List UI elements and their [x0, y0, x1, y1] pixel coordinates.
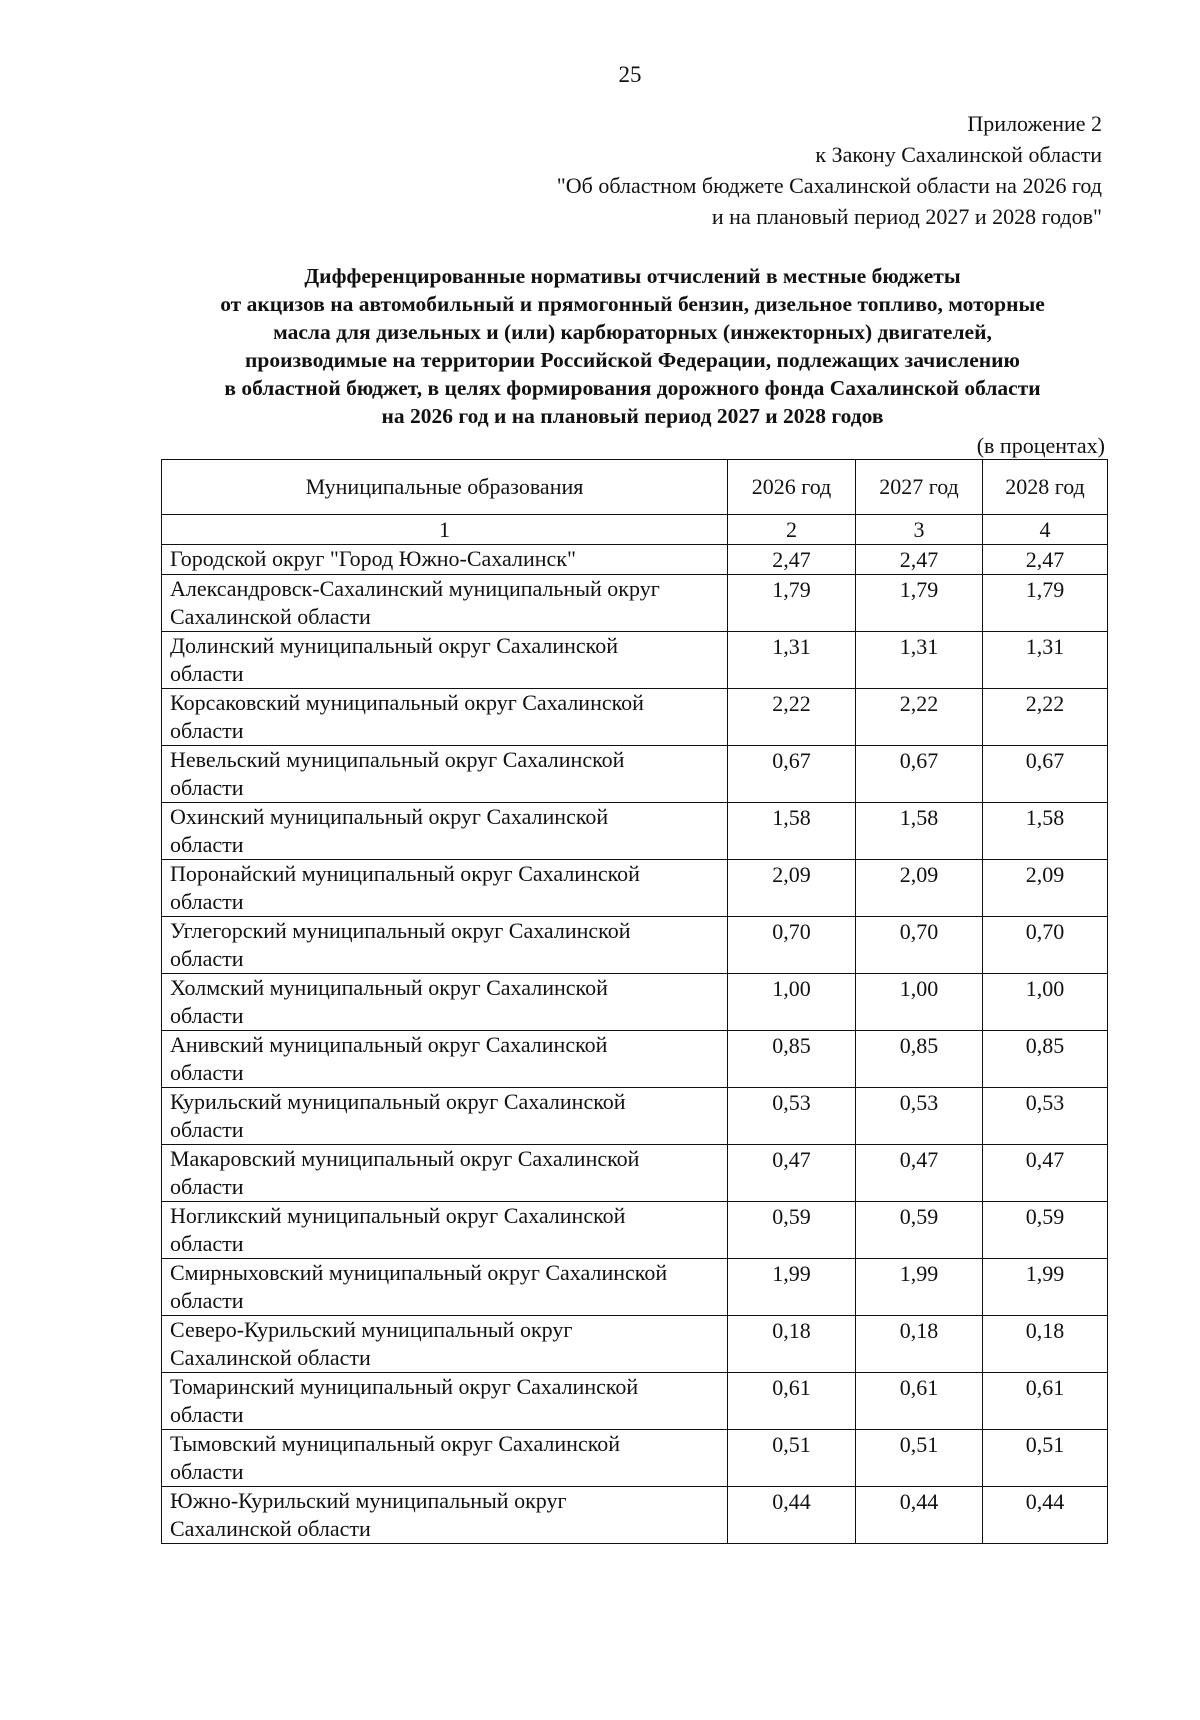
value-2027: 0,85 [856, 1031, 983, 1088]
value-2028: 1,79 [983, 575, 1108, 632]
title-line: на 2026 год и на плановый период 2027 и 2028 годов [381, 404, 884, 428]
header-municipalities: Муниципальные образования [162, 460, 728, 515]
title-line: от акцизов на автомобильный и прямогонный бензин, дизельное топливо, моторные [220, 292, 1045, 316]
municipality-name-line: Ногликский муниципальный округ Сахалинской [170, 1203, 626, 1228]
municipality-name-line: Сахалинской области [170, 1345, 371, 1370]
table-row [162, 1316, 1108, 1373]
municipality-name-cell [162, 689, 728, 746]
table-row [162, 1259, 1108, 1316]
municipality-name-cell [162, 803, 728, 860]
value-2026: 2,47 [728, 545, 856, 575]
municipality-name-cell [162, 1088, 728, 1145]
value-2026: 2,09 [728, 860, 856, 917]
municipality-name-line: Невельский муниципальный округ Сахалинской [170, 747, 625, 772]
municipality-name-cell [162, 1430, 728, 1487]
value-2026: 0,59 [728, 1202, 856, 1259]
municipality-name-cell [162, 545, 728, 575]
municipality-name-cell [162, 1202, 728, 1259]
value-2028: 0,47 [983, 1145, 1108, 1202]
title-line: Дифференцированные нормативы отчислений в местные бюджеты [304, 264, 961, 288]
municipality-name-line: Александровск-Сахалинский муниципальный округ [170, 576, 660, 601]
value-2028: 2,47 [983, 545, 1108, 575]
municipality-name-cell [162, 917, 728, 974]
value-2026: 1,58 [728, 803, 856, 860]
value-2028: 1,99 [983, 1259, 1108, 1316]
value-2027: 0,18 [856, 1316, 983, 1373]
value-2028: 0,51 [983, 1430, 1108, 1487]
municipality-name-line: области [170, 661, 244, 686]
municipality-name-cell [162, 746, 728, 803]
value-2026: 0,47 [728, 1145, 856, 1202]
municipality-name-line: области [170, 1402, 244, 1427]
appendix-line: "Об областном бюджете Сахалинской области на 2026 год [556, 173, 1102, 198]
header-2026: 2026 год [728, 460, 856, 515]
municipality-name-line: Сахалинской области [170, 1516, 371, 1541]
column-number: 2 [728, 515, 856, 545]
value-2027: 1,58 [856, 803, 983, 860]
municipality-name-cell [162, 632, 728, 689]
municipality-name-line: области [170, 1117, 244, 1142]
value-2028: 2,09 [983, 860, 1108, 917]
value-2027: 0,51 [856, 1430, 983, 1487]
value-2028: 1,00 [983, 974, 1108, 1031]
table-row [162, 860, 1108, 917]
column-number-row [162, 515, 1108, 545]
value-2027: 0,70 [856, 917, 983, 974]
municipality-name-line: области [170, 775, 244, 800]
value-2027: 2,47 [856, 545, 983, 575]
value-2026: 0,51 [728, 1430, 856, 1487]
value-2026: 0,85 [728, 1031, 856, 1088]
table-row [162, 1202, 1108, 1259]
municipality-name-line: Поронайский муниципальный округ Сахалинской [170, 861, 640, 886]
municipality-name-cell [162, 1373, 728, 1430]
value-2026: 0,67 [728, 746, 856, 803]
municipality-name-cell [162, 1316, 728, 1373]
column-number: 4 [983, 515, 1108, 545]
value-2026: 0,70 [728, 917, 856, 974]
municipality-name-line: области [170, 718, 244, 743]
municipality-name-line: Долинский муниципальный округ Сахалинской [170, 633, 618, 658]
table-row [162, 1031, 1108, 1088]
table-row [162, 1487, 1108, 1544]
appendix-line: Приложение 2 [967, 111, 1102, 136]
value-2026: 1,00 [728, 974, 856, 1031]
value-2028: 0,67 [983, 746, 1108, 803]
value-2026: 2,22 [728, 689, 856, 746]
municipality-name-line: Томаринский муниципальный округ Сахалинской [170, 1374, 639, 1399]
value-2027: 0,53 [856, 1088, 983, 1145]
value-2028: 0,85 [983, 1031, 1108, 1088]
table-row [162, 632, 1108, 689]
value-2026: 1,79 [728, 575, 856, 632]
municipality-name-line: области [170, 832, 244, 857]
unit-note: (в процентах) [976, 433, 1105, 458]
municipality-name-cell [162, 1031, 728, 1088]
municipality-name-line: Смирныховский муниципальный округ Сахалинской [170, 1260, 668, 1285]
column-number: 3 [856, 515, 983, 545]
value-2027: 0,67 [856, 746, 983, 803]
appendix-heading [557, 108, 1102, 232]
value-2028: 0,53 [983, 1088, 1108, 1145]
appendix-line: к Закону Сахалинской области [815, 142, 1102, 167]
value-2028: 2,22 [983, 689, 1108, 746]
table-row [162, 1145, 1108, 1202]
value-2026: 0,61 [728, 1373, 856, 1430]
municipality-name-line: Углегорский муниципальный округ Сахалинской [170, 918, 631, 943]
title-line: производимые на территории Российской Федерации, подлежащих зачислению [245, 348, 1020, 372]
municipality-name-line: области [170, 1288, 244, 1313]
table-row [162, 689, 1108, 746]
value-2027: 2,09 [856, 860, 983, 917]
value-2026: 1,31 [728, 632, 856, 689]
municipality-name-line: Охинский муниципальный округ Сахалинской [170, 804, 609, 829]
table-row [162, 1373, 1108, 1430]
page-number: 25 [618, 62, 642, 87]
value-2026: 1,99 [728, 1259, 856, 1316]
value-2028: 1,31 [983, 632, 1108, 689]
value-2027: 1,31 [856, 632, 983, 689]
value-2028: 0,44 [983, 1487, 1108, 1544]
table-row [162, 803, 1108, 860]
value-2027: 1,79 [856, 575, 983, 632]
municipality-name-cell [162, 1259, 728, 1316]
header-2028: 2028 год [983, 460, 1108, 515]
header-2027: 2027 год [856, 460, 983, 515]
title-line: в областной бюджет, в целях формирования дорожного фонда Сахалинской области [224, 376, 1041, 400]
municipality-name-line: области [170, 946, 244, 971]
municipality-name-line: области [170, 1231, 244, 1256]
value-2027: 1,00 [856, 974, 983, 1031]
table-row [162, 1430, 1108, 1487]
table-row [162, 1088, 1108, 1145]
municipality-name-line: области [170, 889, 244, 914]
municipality-name-line: Городской округ "Город Южно-Сахалинск" [170, 546, 576, 571]
table-row [162, 917, 1108, 974]
municipality-name-line: Сахалинской области [170, 604, 371, 629]
value-2027: 0,61 [856, 1373, 983, 1430]
municipality-name-cell [162, 1487, 728, 1544]
municipality-name-line: Курильский муниципальный округ Сахалинской [170, 1089, 626, 1114]
value-2028: 0,59 [983, 1202, 1108, 1259]
municipality-name-line: области [170, 1003, 244, 1028]
municipality-name-line: области [170, 1174, 244, 1199]
value-2028: 1,58 [983, 803, 1108, 860]
appendix-line: и на плановый период 2027 и 2028 годов" [711, 204, 1102, 229]
municipality-name-cell [162, 575, 728, 632]
norms-table [161, 459, 1108, 1544]
value-2026: 0,53 [728, 1088, 856, 1145]
document-title [160, 262, 1105, 430]
municipality-name-line: области [170, 1060, 244, 1085]
municipality-name-line: Южно-Курильский муниципальный округ [170, 1488, 567, 1513]
table-row [162, 746, 1108, 803]
table-row [162, 974, 1108, 1031]
table-body [162, 545, 1108, 1544]
municipality-name-line: Тымовский муниципальный округ Сахалинской [170, 1431, 621, 1456]
value-2028: 0,70 [983, 917, 1108, 974]
table-header-row [162, 460, 1108, 515]
column-number: 1 [162, 515, 728, 545]
municipality-name-cell [162, 1145, 728, 1202]
municipality-name-line: Анивский муниципальный округ Сахалинской [170, 1032, 608, 1057]
municipality-name-line: Холмский муниципальный округ Сахалинской [170, 975, 608, 1000]
value-2027: 1,99 [856, 1259, 983, 1316]
table-row [162, 575, 1108, 632]
municipality-name-line: Корсаковский муниципальный округ Сахалинской [170, 690, 644, 715]
value-2027: 0,44 [856, 1487, 983, 1544]
title-line: масла для дизельных и (или) карбюраторных (инжекторных) двигателей, [273, 320, 992, 344]
value-2026: 0,44 [728, 1487, 856, 1544]
municipality-name-line: Северо-Курильский муниципальный округ [170, 1317, 573, 1342]
value-2026: 0,18 [728, 1316, 856, 1373]
value-2027: 2,22 [856, 689, 983, 746]
value-2028: 0,18 [983, 1316, 1108, 1373]
value-2027: 0,59 [856, 1202, 983, 1259]
value-2028: 0,61 [983, 1373, 1108, 1430]
municipality-name-cell [162, 974, 728, 1031]
municipality-name-line: Макаровский муниципальный округ Сахалинской [170, 1146, 640, 1171]
value-2027: 0,47 [856, 1145, 983, 1202]
table-row [162, 545, 1108, 575]
municipality-name-cell [162, 860, 728, 917]
municipality-name-line: области [170, 1459, 244, 1484]
